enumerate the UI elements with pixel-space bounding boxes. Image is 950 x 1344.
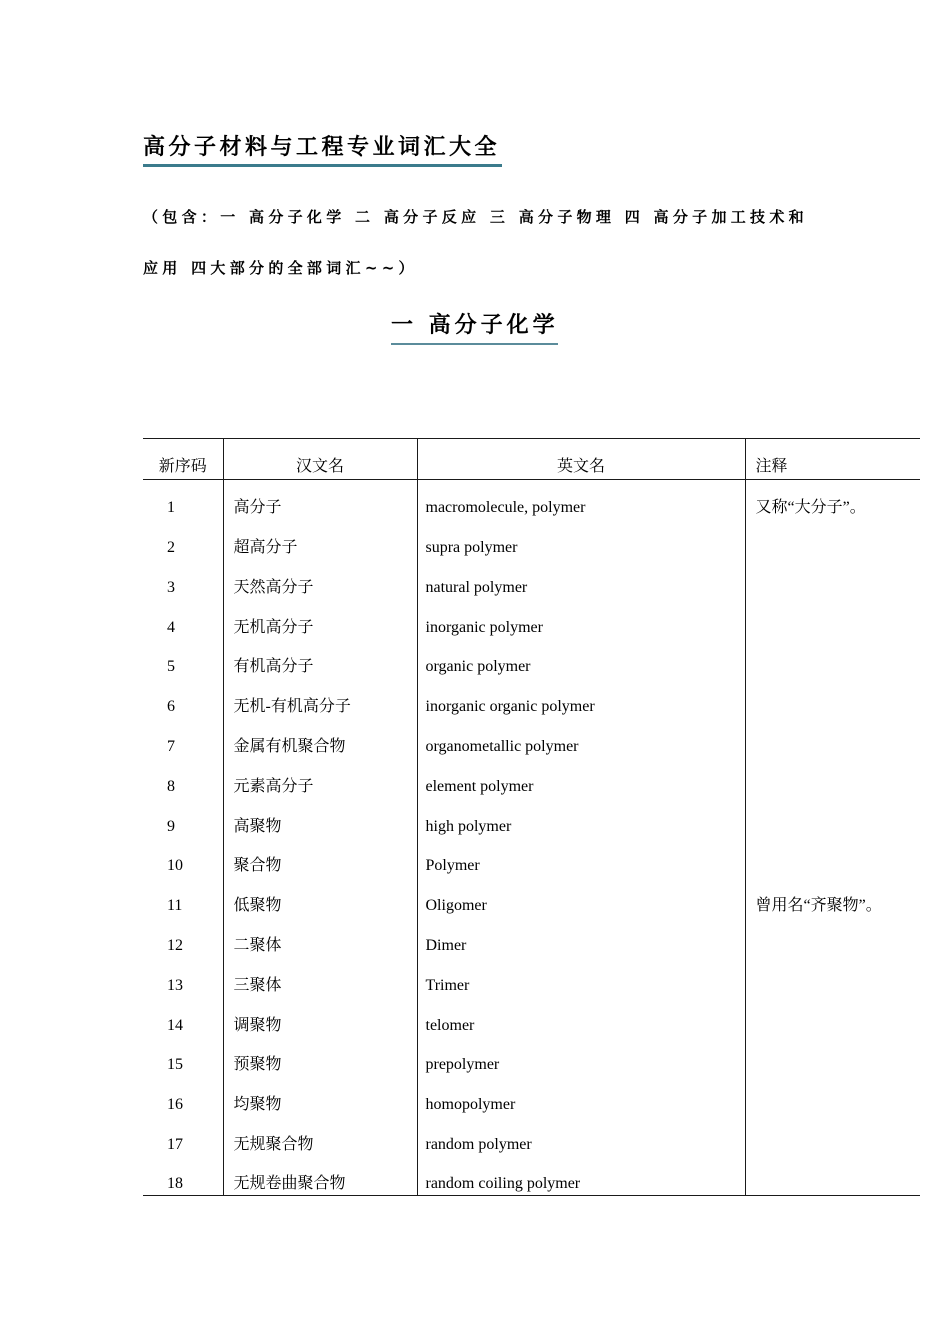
chinese-term: 二聚体: [223, 917, 417, 957]
english-term: organometallic polymer: [417, 718, 745, 758]
table-row: [143, 957, 920, 997]
table-row: [143, 798, 920, 838]
chinese-term: 无规聚合物: [223, 1116, 417, 1156]
english-term: high polymer: [417, 798, 745, 838]
table-row: [143, 1076, 920, 1116]
table-row: [143, 678, 920, 718]
row-number: 3: [167, 578, 175, 596]
table-row: [143, 718, 920, 758]
vocabulary-table: [143, 438, 920, 1196]
table-row: [143, 997, 920, 1037]
chinese-term: 天然高分子: [223, 559, 417, 599]
row-number: 13: [167, 976, 183, 994]
chinese-term: 低聚物: [223, 877, 417, 917]
table-row: [143, 480, 920, 520]
table-row: [143, 559, 920, 599]
table-row: [143, 599, 920, 639]
english-term: Polymer: [417, 838, 745, 878]
english-term: inorganic organic polymer: [417, 678, 745, 718]
table-row: [143, 1156, 920, 1196]
english-term: prepolymer: [417, 1037, 745, 1077]
term-note: [745, 678, 920, 718]
row-number: 6: [167, 698, 175, 716]
header-cell-note: 注释: [745, 439, 920, 480]
english-term: organic polymer: [417, 639, 745, 679]
row-number: 17: [167, 1136, 183, 1154]
english-term: inorganic polymer: [417, 599, 745, 639]
chinese-term: 无机-有机高分子: [223, 678, 417, 718]
row-number: 5: [167, 658, 175, 676]
chinese-term: 有机高分子: [223, 639, 417, 679]
row-number: 1: [167, 499, 175, 517]
table-row: [143, 1116, 920, 1156]
term-note: [745, 798, 920, 838]
chinese-term: 金属有机聚合物: [223, 718, 417, 758]
english-term: supra polymer: [417, 519, 745, 559]
term-note: [745, 519, 920, 559]
chinese-term: 均聚物: [223, 1076, 417, 1116]
header-cell-chinese: 汉文名: [223, 439, 417, 480]
table-row: [143, 917, 920, 957]
chinese-term: 超高分子: [223, 519, 417, 559]
term-note: [745, 1037, 920, 1077]
table-row: [143, 1037, 920, 1077]
row-number: 9: [167, 817, 175, 835]
english-term: random coiling polymer: [417, 1156, 745, 1196]
table-header: [143, 439, 920, 480]
subtitle-line-2: 应用 四大部分的全部词汇~~）: [143, 259, 418, 277]
term-note: [745, 758, 920, 798]
chinese-term: 三聚体: [223, 957, 417, 997]
term-note: 又称“大分子”。: [745, 480, 920, 520]
term-note: [745, 1156, 920, 1196]
section-heading: 一 高分子化学: [391, 313, 558, 345]
term-note: [745, 639, 920, 679]
english-term: natural polymer: [417, 559, 745, 599]
row-number: 4: [167, 618, 175, 636]
term-note: 曾用名“齐聚物”。: [745, 877, 920, 917]
english-term: element polymer: [417, 758, 745, 798]
table-row: [143, 838, 920, 878]
english-term: telomer: [417, 997, 745, 1037]
row-number: 2: [167, 539, 175, 557]
table-row: [143, 639, 920, 679]
row-number: 18: [167, 1175, 183, 1193]
subtitle-line-1: （包含：一 高分子化学 二 高分子反应 三 高分子物理 四 高分子加工技术和: [143, 208, 808, 226]
term-note: [745, 718, 920, 758]
table-body: [143, 480, 920, 1196]
chinese-term: 无规卷曲聚合物: [223, 1156, 417, 1196]
header-cell-english: 英文名: [417, 439, 745, 480]
row-number: 12: [167, 937, 183, 955]
term-note: [745, 917, 920, 957]
term-note: [745, 599, 920, 639]
table-header-row: [143, 439, 920, 480]
document-title: 高分子材料与工程专业词汇大全: [143, 135, 502, 167]
row-number: 7: [167, 738, 175, 756]
chinese-term: 无机高分子: [223, 599, 417, 639]
english-term: Dimer: [417, 917, 745, 957]
term-note: [745, 559, 920, 599]
chinese-term: 高聚物: [223, 798, 417, 838]
table-row: [143, 758, 920, 798]
row-number: 16: [167, 1096, 183, 1114]
term-note: [745, 1116, 920, 1156]
english-term: random polymer: [417, 1116, 745, 1156]
row-number: 11: [167, 897, 183, 915]
chinese-term: 预聚物: [223, 1037, 417, 1077]
english-term: Trimer: [417, 957, 745, 997]
term-note: [745, 1076, 920, 1116]
row-number: 8: [167, 777, 175, 795]
table-row: [143, 877, 920, 917]
row-number: 15: [167, 1056, 183, 1074]
table-row: [143, 519, 920, 559]
term-note: [745, 838, 920, 878]
english-term: homopolymer: [417, 1076, 745, 1116]
term-note: [745, 957, 920, 997]
row-number: 14: [167, 1016, 183, 1034]
english-term: Oligomer: [417, 877, 745, 917]
term-note: [745, 997, 920, 1037]
chinese-term: 高分子: [223, 480, 417, 520]
english-term: macromolecule, polymer: [417, 480, 745, 520]
chinese-term: 元素高分子: [223, 758, 417, 798]
chinese-term: 调聚物: [223, 997, 417, 1037]
header-cell-number: 新序码: [143, 439, 223, 480]
chinese-term: 聚合物: [223, 838, 417, 878]
row-number: 10: [167, 857, 183, 875]
